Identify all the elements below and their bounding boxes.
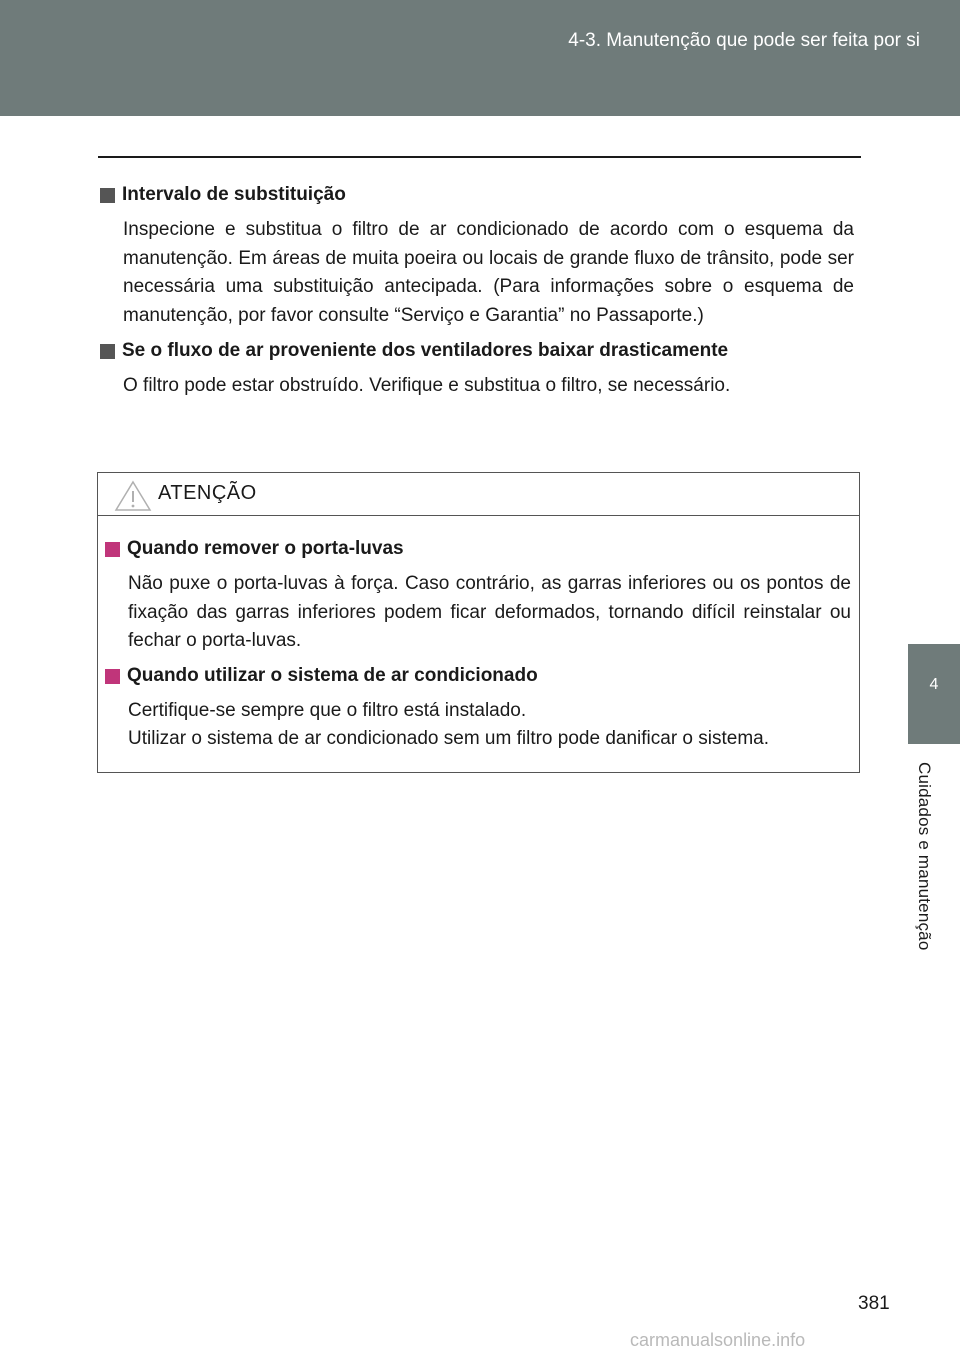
- main-content: [100, 182, 854, 409]
- warning-body: [98, 516, 859, 754]
- warning-triangle-icon: [114, 480, 152, 512]
- side-tab: [908, 644, 960, 744]
- bullet-square-icon: [100, 344, 115, 359]
- header-divider: [98, 156, 861, 158]
- side-tab-label: Cuidados e manutenção: [915, 762, 934, 951]
- bullet-square-icon: [100, 188, 115, 203]
- warning-item-text: Não puxe o porta-luvas à força. Caso contrário, as garras inferiores ou os pontos de fixação das garras inferiores podem ficar deformados, tornando difícil reinstalar ou fechar o porta-luvas.: [128, 573, 851, 651]
- warning-item-heading: Quando remover o porta-luvas: [105, 536, 851, 562]
- section-text: O filtro pode estar obstruído. Verifique e substitua o filtro, se necessário.: [123, 375, 731, 396]
- warning-header: [98, 473, 859, 516]
- warning-box: [97, 472, 860, 773]
- warning-item-text: [128, 697, 851, 754]
- bullet-square-icon: [105, 669, 120, 684]
- warning-title: ATENÇÃO: [158, 482, 257, 504]
- warning-item-line: Certifique-se sempre que o filtro está instalado.: [128, 699, 527, 721]
- watermark: carmanualsonline.info: [630, 1330, 806, 1350]
- page-number: 381: [858, 1293, 890, 1314]
- warning-item-line: Utilizar o sistema de ar condicionado sem um filtro pode danificar o sistema.: [128, 728, 770, 749]
- section-heading: Se o fluxo de ar proveniente dos ventiladores baixar drasticamente: [100, 338, 854, 364]
- section-heading: Intervalo de substituição: [100, 182, 854, 208]
- chapter-title: 4-3. Manutenção que pode ser feita por si: [568, 30, 920, 51]
- warning-item-heading: Quando utilizar o sistema de ar condicionado: [105, 663, 851, 689]
- section-text: Inspecione e substitua o filtro de ar condicionado de acordo com o esquema da manutenção. Em áreas de muita poeira ou locais de grande fluxo de trânsito, pode ser necessária uma substituição antecipada. (Para informações sobre o esquema de manutenção, por favor consulte “Serviço e Garantia” no Passaporte.): [123, 219, 854, 326]
- page-header: [0, 0, 960, 116]
- side-tab-number: 4: [929, 676, 939, 693]
- bullet-square-icon: [105, 542, 120, 557]
